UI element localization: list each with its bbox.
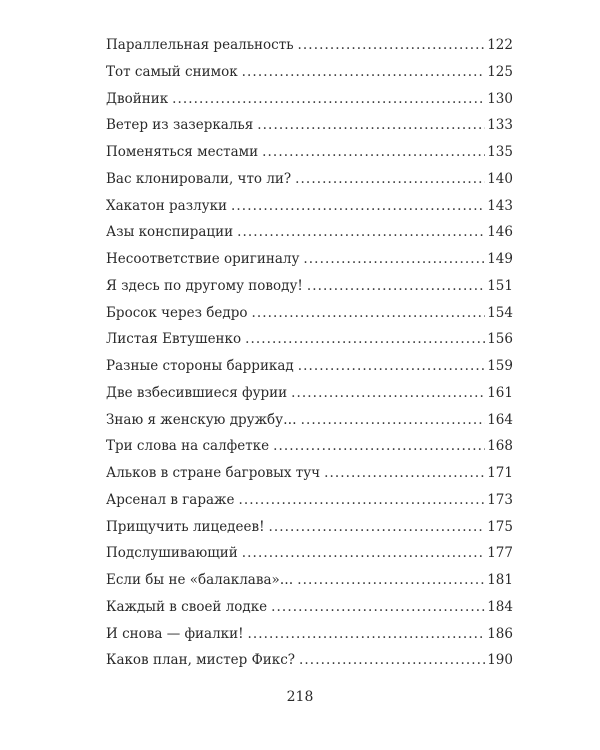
toc-entry	[106, 277, 513, 304]
dot-leader	[301, 411, 486, 429]
toc-entry-title: Если бы не «балаклава»…	[106, 572, 294, 588]
toc-entry-page: 122	[487, 37, 513, 53]
dot-leader	[252, 304, 486, 322]
toc-entry-page: 173	[487, 491, 513, 508]
toc-entry	[106, 223, 513, 250]
dot-leader	[291, 384, 485, 402]
toc-entry-page: 154	[487, 304, 513, 321]
toc-entry-page: 168	[487, 438, 513, 455]
toc-entry-page: 175	[487, 518, 513, 535]
toc-entry-title: Каждый в своей лодке	[106, 598, 268, 615]
toc-entry-title: Несоответствие оригиналу	[106, 251, 300, 267]
dot-leader	[273, 437, 485, 455]
toc-entry	[106, 304, 513, 331]
toc-entry	[106, 598, 513, 625]
toc-entry-title: Две взбесившиеся фурии	[106, 384, 288, 401]
dot-leader	[238, 491, 485, 509]
dot-leader	[307, 277, 485, 295]
toc-entry-title: Знаю я женскую дружбу…	[106, 411, 297, 428]
dot-leader	[257, 116, 485, 134]
toc-entry	[106, 357, 513, 384]
toc-entry-page: 177	[487, 545, 513, 562]
dot-leader	[231, 197, 485, 215]
toc-entry	[106, 544, 513, 571]
toc-entry-page: 159	[487, 358, 513, 374]
toc-entry-page: 156	[487, 331, 513, 348]
toc-entry	[106, 437, 513, 464]
toc-entry-page: 133	[487, 117, 513, 134]
toc-entry-title: Вас клонировали, что ли?	[106, 170, 292, 187]
toc-entry-page: 140	[487, 170, 513, 187]
toc-entry-title: Арсенал в гараже	[106, 491, 235, 508]
toc-entry	[106, 90, 513, 117]
toc-entry-page: 171	[487, 465, 513, 481]
toc-entry	[106, 625, 513, 652]
toc-entry	[106, 36, 513, 63]
toc-entry-page: 130	[487, 90, 513, 107]
toc-entry	[106, 651, 513, 678]
toc-entry	[106, 143, 513, 170]
toc-entry-title: Ветер из зазеркалья	[106, 117, 254, 134]
dot-leader	[299, 651, 485, 669]
table-of-contents	[106, 36, 513, 678]
dot-leader	[172, 90, 485, 108]
dot-leader	[324, 464, 485, 482]
page-number: 218	[286, 689, 314, 705]
toc-entry	[106, 116, 513, 143]
toc-entry-page: 186	[487, 625, 513, 642]
toc-entry-title: Я здесь по другому поводу!	[106, 277, 303, 294]
toc-entry	[106, 491, 513, 518]
toc-entry-page: 181	[487, 572, 513, 588]
toc-entry-title: Хакатон разлуки	[106, 197, 228, 214]
toc-entry-title: Разные стороны баррикад	[106, 358, 294, 374]
dot-leader	[262, 143, 485, 161]
dot-leader	[242, 544, 485, 562]
toc-entry-page: 190	[487, 652, 513, 669]
toc-entry-page: 164	[487, 411, 513, 428]
dot-leader	[271, 598, 485, 616]
toc-entry-title: Каков план, мистер Фикс?	[106, 652, 296, 669]
dot-leader	[237, 223, 485, 241]
toc-entry-page: 161	[487, 384, 513, 401]
toc-entry	[106, 250, 513, 277]
toc-entry	[106, 464, 513, 491]
toc-entry-page: 135	[487, 144, 513, 160]
toc-entry-title: Прищучить лицедеев!	[106, 518, 265, 535]
toc-entry	[106, 170, 513, 197]
dot-leader	[298, 36, 486, 54]
dot-leader	[297, 571, 485, 589]
dot-leader	[269, 518, 486, 536]
toc-entry-page: 125	[487, 63, 513, 80]
toc-entry-title: Три слова на салфетке	[106, 438, 270, 455]
toc-entry	[106, 411, 513, 438]
toc-entry	[106, 384, 513, 411]
toc-entry	[106, 330, 513, 357]
toc-entry-title: И снова — фиалки!	[106, 625, 244, 642]
dot-leader	[303, 250, 485, 268]
toc-entry-title: Подслушивающий	[106, 545, 238, 562]
toc-entry-page: 146	[487, 224, 513, 241]
toc-entry-page: 149	[487, 251, 513, 267]
toc-entry-page: 184	[487, 598, 513, 615]
toc-entry-title: Азы конспирации	[106, 224, 234, 241]
dot-leader	[248, 625, 486, 643]
toc-entry-page: 151	[487, 277, 513, 294]
toc-entry-title: Листая Евтушенко	[106, 331, 242, 348]
dot-leader	[298, 357, 485, 375]
toc-entry	[106, 63, 513, 90]
dot-leader	[245, 330, 485, 348]
toc-entry-title: Двойник	[106, 90, 169, 107]
toc-entry-title: Тот самый снимок	[106, 63, 238, 80]
toc-entry	[106, 197, 513, 224]
toc-entry	[106, 571, 513, 598]
dot-leader	[295, 170, 485, 188]
toc-entry-title: Бросок через бедро	[106, 304, 248, 321]
toc-entry-title: Альков в стране багровых туч	[106, 465, 321, 481]
toc-entry	[106, 518, 513, 545]
toc-entry-title: Поменяться местами	[106, 144, 259, 160]
toc-entry-page: 143	[487, 197, 513, 214]
toc-entry-title: Параллельная реальность	[106, 37, 294, 53]
dot-leader	[242, 63, 486, 81]
